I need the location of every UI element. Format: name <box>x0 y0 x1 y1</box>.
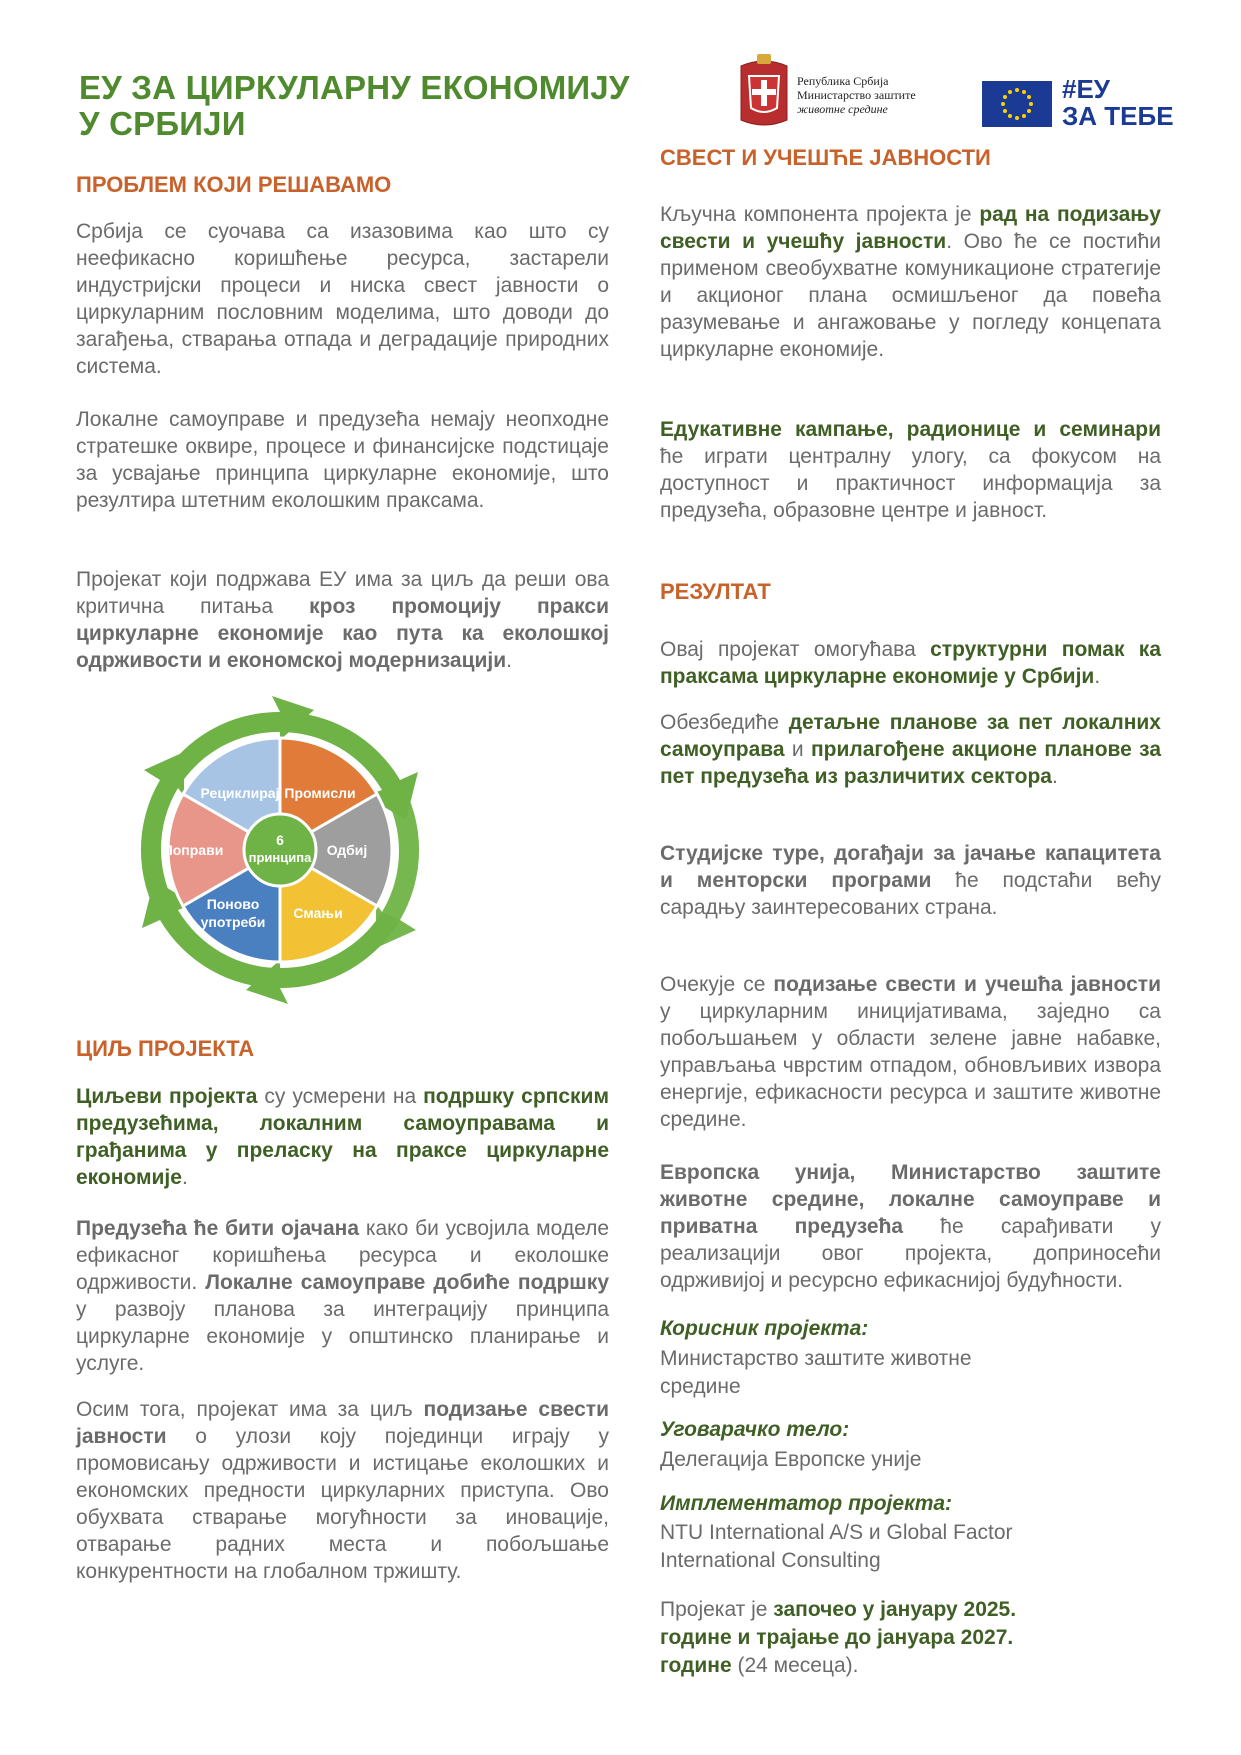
result-paragraph-2: Обезбедиће детаљне планове за пет локалних самоуправа и прилагођене акционе планове за пет предузећа из различитих сектора. <box>660 711 1161 788</box>
implementer-label: Имплементатор пројекта: <box>660 1492 953 1515</box>
section-heading-awareness: СВЕСТ И УЧЕШЋЕ ЈАВНОСТИ <box>660 145 991 170</box>
problem-paragraph-1: Србија се суочава са изазовима као што су неефикасно коришћење ресурса, застарели индустријски процеси и ниска свест јавности о циркуларним пословним моделима, што доводи до загађења, стварања отпада и деградације природних система. <box>76 220 609 378</box>
beneficiary-value: Министарство заштите животне средине <box>660 1347 972 1398</box>
problem-paragraph-3: Пројекат који подржава ЕУ има за циљ да реши ова критична питања кроз промоцију пракси циркуларне економије као пута ка еколошкој одрживости и економској модернизацији. <box>76 568 609 672</box>
result-paragraph-3: Студијске туре, догађаји за јачање капацитета и менторски програми ће подстаћи већу сарадњу заинтересованих страна. <box>660 842 1161 919</box>
goal-paragraph-2: Предузећа ће бити ојачана како би усвојила моделе ефикасног коришћења ресурса и еколошке одрживости. Локалне самоуправе добиће подршку у развоју планова за интеграцију принципа циркуларне економије у општинско планирање и услуге. <box>76 1217 610 1375</box>
wheel-label-reuse-1: Поново <box>206 896 260 912</box>
section-heading-goal: ЦИЉ ПРОЈЕКТА <box>76 1036 255 1061</box>
wheel-label-refuse: Одбиј <box>326 842 368 858</box>
contracting-authority-label: Уговарачко тело: <box>660 1418 850 1441</box>
eu-for-you-logo: #ЕУ ЗА ТЕБЕ <box>1062 74 1174 131</box>
wheel-label-reduce: Смањи <box>293 905 343 921</box>
section-heading-result: РЕЗУЛТАТ <box>660 579 771 604</box>
ministry-logo <box>735 52 935 128</box>
wheel-label-rethink: Промисли <box>284 785 356 801</box>
wheel-center-label: принципа <box>248 850 312 865</box>
awareness-paragraph-1: Кључна компонента пројекта је рад на подизању свести и учешћу јавности. Ово ће се постићи применом свеобухватне комуникационе стратегије и акционог плана осмишљеног да повећа разумевање и ангажовање у погледу концепата циркуларне економије. <box>660 203 1162 361</box>
implementer-value: NTU International A/S и Global Factor International Consulting <box>660 1521 1013 1572</box>
circular-economy-principles-diagram <box>120 690 440 1010</box>
result-paragraph-4: Очекује се подизање свести и учешћа јавности у циркуларним иницијативама, заједно са побољшањем у области зелене јавне набавке, управљања чврстим отпадом, обновљивих извора енергије, ефикасности ресурса и заштите животне средине. <box>660 973 1161 1131</box>
eu-flag-icon <box>982 81 1052 127</box>
result-paragraph-1: Овај пројекат омогућава структурни помак ка праксама циркуларне економије у Србији. <box>660 638 1161 688</box>
serbian-coat-of-arms-icon <box>735 52 793 128</box>
wheel-label-repair: Поправи <box>162 842 224 858</box>
section-heading-problem: ПРОБЛЕМ КОЈИ РЕШАВАМО <box>76 172 392 197</box>
problem-paragraph-2: Локалне самоуправе и предузећа немају неопходне стратешке оквире, процесе и финансијске подстицаје за усвајање принципа циркуларне економије, што резултира штетним еколошким праксама. <box>76 408 609 512</box>
wheel-label-recycle: Рециклирај <box>200 785 280 801</box>
page-title <box>79 70 659 142</box>
beneficiary-label: Корисник пројекта: <box>660 1317 869 1340</box>
goal-paragraph-3: Осим тога, пројекат има за циљ подизање свести јавности о улози коју појединци играју у промовисању одрживости и истицање еколошких и економских предности циркуларних приступа. Ово обухвата стварање могућности за иновације, отварање радних места и побољшање конкурентности на глобалном тржишту. <box>76 1398 609 1583</box>
title-line-2: У СРБИЈИ <box>79 105 246 142</box>
goal-paragraph-1: Циљеви пројекта су усмерени на подршку српским предузећима, локалним самоуправама и грађанима у преласку на праксе циркуларне економије. <box>76 1085 609 1189</box>
project-duration: Пројекат је започео у јануару 2025. године и трајање до јануара 2027. године (24 месеца). <box>660 1598 1017 1677</box>
title-line-1: ЕУ ЗА ЦИРКУЛАРНУ ЕКОНОМИЈУ <box>79 69 630 106</box>
wheel-label-reuse-2: употреби <box>200 914 266 930</box>
ministry-logo-text: Република Србија Министарство заштите животне средине <box>797 74 916 116</box>
contracting-authority-value: Делегација Европске уније <box>660 1448 922 1471</box>
wheel-center-number: 6 <box>276 832 284 848</box>
result-paragraph-5: Европска унија, Министарство заштите животне средине, локалне самоуправе и приватна предузећа ће сарађивати у реализацији овог пројекта, доприносећи одрживијој и ресурсно ефикаснијој будућности. <box>660 1161 1161 1292</box>
awareness-paragraph-2: Едукативне кампање, радионице и семинари ће играти централну улогу, са фокусом на доступност и практичност информација за предузећа, образовне центре и јавност. <box>660 418 1161 522</box>
